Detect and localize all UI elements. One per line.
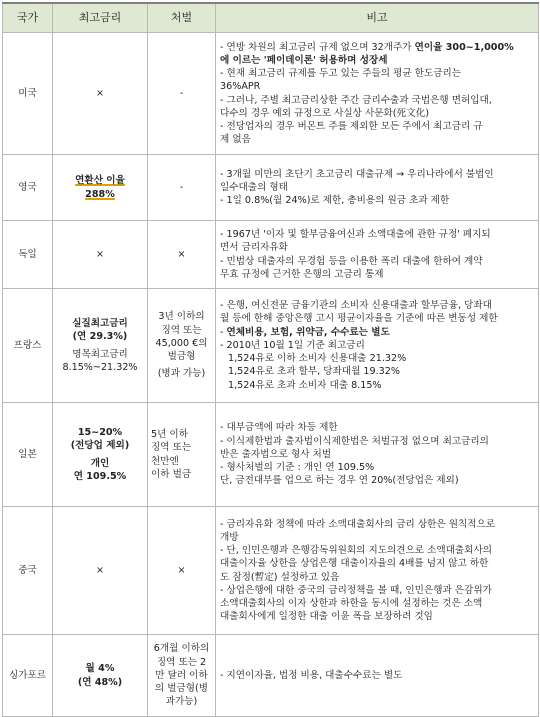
note-line: 일수대출의 형태 <box>220 181 288 193</box>
penalty-line: 6개월 이하의 <box>153 643 210 655</box>
note-line: - 금리자유화 정책에 따라 소액대출회사의 금리 상한은 원칙적으로 <box>220 518 496 530</box>
penalty-line: - <box>179 181 184 193</box>
notes-cell <box>216 507 539 635</box>
country-cell: 중국 <box>3 507 53 635</box>
country-cell: 미국 <box>3 33 53 155</box>
table-row <box>3 507 539 635</box>
penalty-cell <box>148 155 216 221</box>
note-line: 1,524유로 이하 소비자 신용대출 21.32% <box>228 353 407 365</box>
rate-line: 실질최고금리 <box>72 318 128 330</box>
rate-cell <box>53 403 148 507</box>
rate-line: 연 109.5% <box>73 470 127 482</box>
penalty-line: 이하 벌금 <box>151 468 192 480</box>
penalty-cell <box>148 403 216 507</box>
penalty-cell <box>148 507 216 635</box>
penalty-line: 징역 또는 <box>151 442 192 454</box>
note-line: - 1일 0.8%(월 24%)로 제한, 총비용의 원금 초과 제한 <box>220 195 450 207</box>
notes-cell <box>216 403 539 507</box>
note-line: 1,524유로 초과 할부, 당좌대월 19.32% <box>228 366 400 378</box>
note-line: - 연체비용, 보험, 위약금, 수수료는 별도 <box>220 326 390 338</box>
table-row <box>3 403 539 507</box>
note-line: - 전당업자의 경우 버몬트 주를 제외한 모든 주에서 최고금리 규 <box>220 120 483 132</box>
header-row <box>3 3 539 33</box>
interest-rate-table <box>2 2 539 717</box>
country-cell: 독일 <box>3 221 53 289</box>
header-notes: 비고 <box>216 3 539 33</box>
notes-cell <box>216 155 539 221</box>
note-line: - 연방 차원의 최고금리 규제 없으며 32개주가 연이율 300~1,000% <box>220 41 514 53</box>
country-cell: 일본 <box>3 403 53 507</box>
penalty-cell <box>148 289 216 403</box>
note-line: - 현재 최고금리 규제를 두고 있는 주들의 평균 한도금리는 <box>220 68 462 80</box>
rate-line: × <box>95 248 105 260</box>
penalty-line: 과가능) <box>165 696 198 708</box>
penalty-line: 징역 또는 <box>161 324 202 336</box>
penalty-cell <box>148 221 216 289</box>
rate-cell <box>53 155 148 221</box>
note-line: 단, 금전대부를 업으로 하는 경우 연 20%(전당업은 제외) <box>220 475 459 487</box>
country-cell: 영국 <box>3 155 53 221</box>
note-line: 월 등에 한해 중앙은행 고시 평균이자율을 기준에 따른 변동성 제한 <box>220 313 498 325</box>
country-cell: 프랑스 <box>3 289 53 403</box>
note-line: 에 이르는 '페이데이론' 허용하며 성장세 <box>220 54 388 66</box>
penalty-line: 만 달러 이하 <box>155 669 208 681</box>
note-line: 다수의 경우 예외 규정으로 사실상 사문화(死文化) <box>220 107 430 119</box>
note-line: 36%APR <box>220 81 261 93</box>
rate-cell <box>53 507 148 635</box>
note-line: 소액대출회사의 이자 상한과 하한을 동시에 설정하는 것은 소액 <box>220 597 483 609</box>
rate-line: 15~20% <box>77 427 123 439</box>
rate-cell <box>53 635 148 717</box>
header-country: 국가 <box>3 3 53 33</box>
note-line: 제 없음 <box>220 134 251 146</box>
note-line: 대출이자율 상한을 상업은행 대출이자율의 4배를 넘지 않고 하한 <box>220 558 489 570</box>
header-max-rate: 최고금리 <box>53 3 148 33</box>
penalty-line: 45,000 €의 <box>155 337 208 349</box>
note-line: - 지연이자율, 법정 비용, 대출수수료는 별도 <box>220 669 403 681</box>
penalty-line: × <box>177 248 186 260</box>
note-line: 반은 출자법으로 형사 처벌 <box>220 448 332 460</box>
notes-cell <box>216 33 539 155</box>
note-line: - 형사처벌의 기준 : 개인 연 109.5% <box>220 462 375 474</box>
table-row <box>3 289 539 403</box>
note-line: - 2010년 10월 1일 기준 최고금리 <box>220 339 365 351</box>
rate-line: 288% <box>85 188 115 200</box>
rate-line: 연환산 이율 <box>75 175 125 187</box>
note-line: - 은행, 여신전문 금융기관의 소비자 신용대출과 할부금융, 당좌대 <box>220 300 492 312</box>
penalty-line: (병과 가능) <box>157 368 206 380</box>
penalty-line: 의 벌금형(병 <box>154 683 209 695</box>
penalty-line: 벌금형 <box>167 351 196 363</box>
note-line: 대출회사에게 일정한 대출 이윤 폭을 보장하려 것임 <box>220 611 433 623</box>
table-row <box>3 635 539 717</box>
country-cell: 싱가포르 <box>3 635 53 717</box>
penalty-cell <box>148 33 216 155</box>
rate-cell <box>53 289 148 403</box>
table-row <box>3 155 539 221</box>
rate-line: × <box>95 87 105 99</box>
note-line: - 단, 인민은행과 은행감독위원회의 지도의견으로 소액대출회사의 <box>220 545 492 557</box>
note-line: - 대부금액에 따라 차등 제한 <box>220 422 338 434</box>
penalty-line: 천만엔 <box>151 455 179 467</box>
header-penalty: 처벌 <box>148 3 216 33</box>
penalty-line: - <box>179 87 184 99</box>
note-line: - 그러나, 주별 최고금리상한 주간 금리수출과 국법은행 면허입대, <box>220 94 492 106</box>
rate-line: 개인 <box>90 457 110 469</box>
rate-line: (연 29.3%) <box>72 331 128 343</box>
rate-cell <box>53 33 148 155</box>
note-line: - 민법상 대출자의 무경험 등을 이용한 폭리 대출에 한하여 계약 <box>220 255 483 267</box>
rate-line: (연 48%) <box>77 676 123 688</box>
note-line: 면서 금리자유화 <box>220 242 288 254</box>
note-line: 1,524유로 초과 소비자 대출 8.15% <box>228 379 382 391</box>
penalty-cell <box>148 635 216 717</box>
rate-line: × <box>95 564 105 576</box>
note-line: - 3개월 미만의 초단기 초고금리 대출규제 → 우리나라에서 불법인 <box>220 168 494 180</box>
note-line: 도 잠정(暫定) 설정하고 있음 <box>220 571 340 583</box>
table-row <box>3 221 539 289</box>
note-line: - 1967년 '이자 및 할부금융여신과 소액대출에 관한 규정' 폐지되 <box>220 229 491 241</box>
note-line: 개방 <box>220 531 239 543</box>
rate-line: 명목최고금리 <box>72 348 128 360</box>
penalty-line: 5년 이하 <box>151 429 188 441</box>
notes-cell <box>216 289 539 403</box>
note-line: - 상업은행에 대한 중국의 금리정책을 볼 때, 인민은행과 은감위가 <box>220 584 492 596</box>
rate-line: (전당업 제외) <box>70 440 130 452</box>
rate-cell <box>53 221 148 289</box>
rate-line: 월 4% <box>85 663 115 675</box>
note-line: 무효 규정에 근거한 은행의 고금리 통제 <box>220 268 384 280</box>
notes-cell <box>216 221 539 289</box>
rate-line: 8.15%~21.32% <box>62 361 138 373</box>
penalty-line: 징역 또는 2 <box>156 656 207 668</box>
penalty-line: 3년 이하의 <box>158 311 205 323</box>
table-row <box>3 33 539 155</box>
note-line: - 이식제한법과 출자법이식제한법은 처벌규정 없으며 최고금리의 <box>220 435 489 447</box>
notes-cell <box>216 635 539 717</box>
penalty-line: × <box>177 564 186 576</box>
